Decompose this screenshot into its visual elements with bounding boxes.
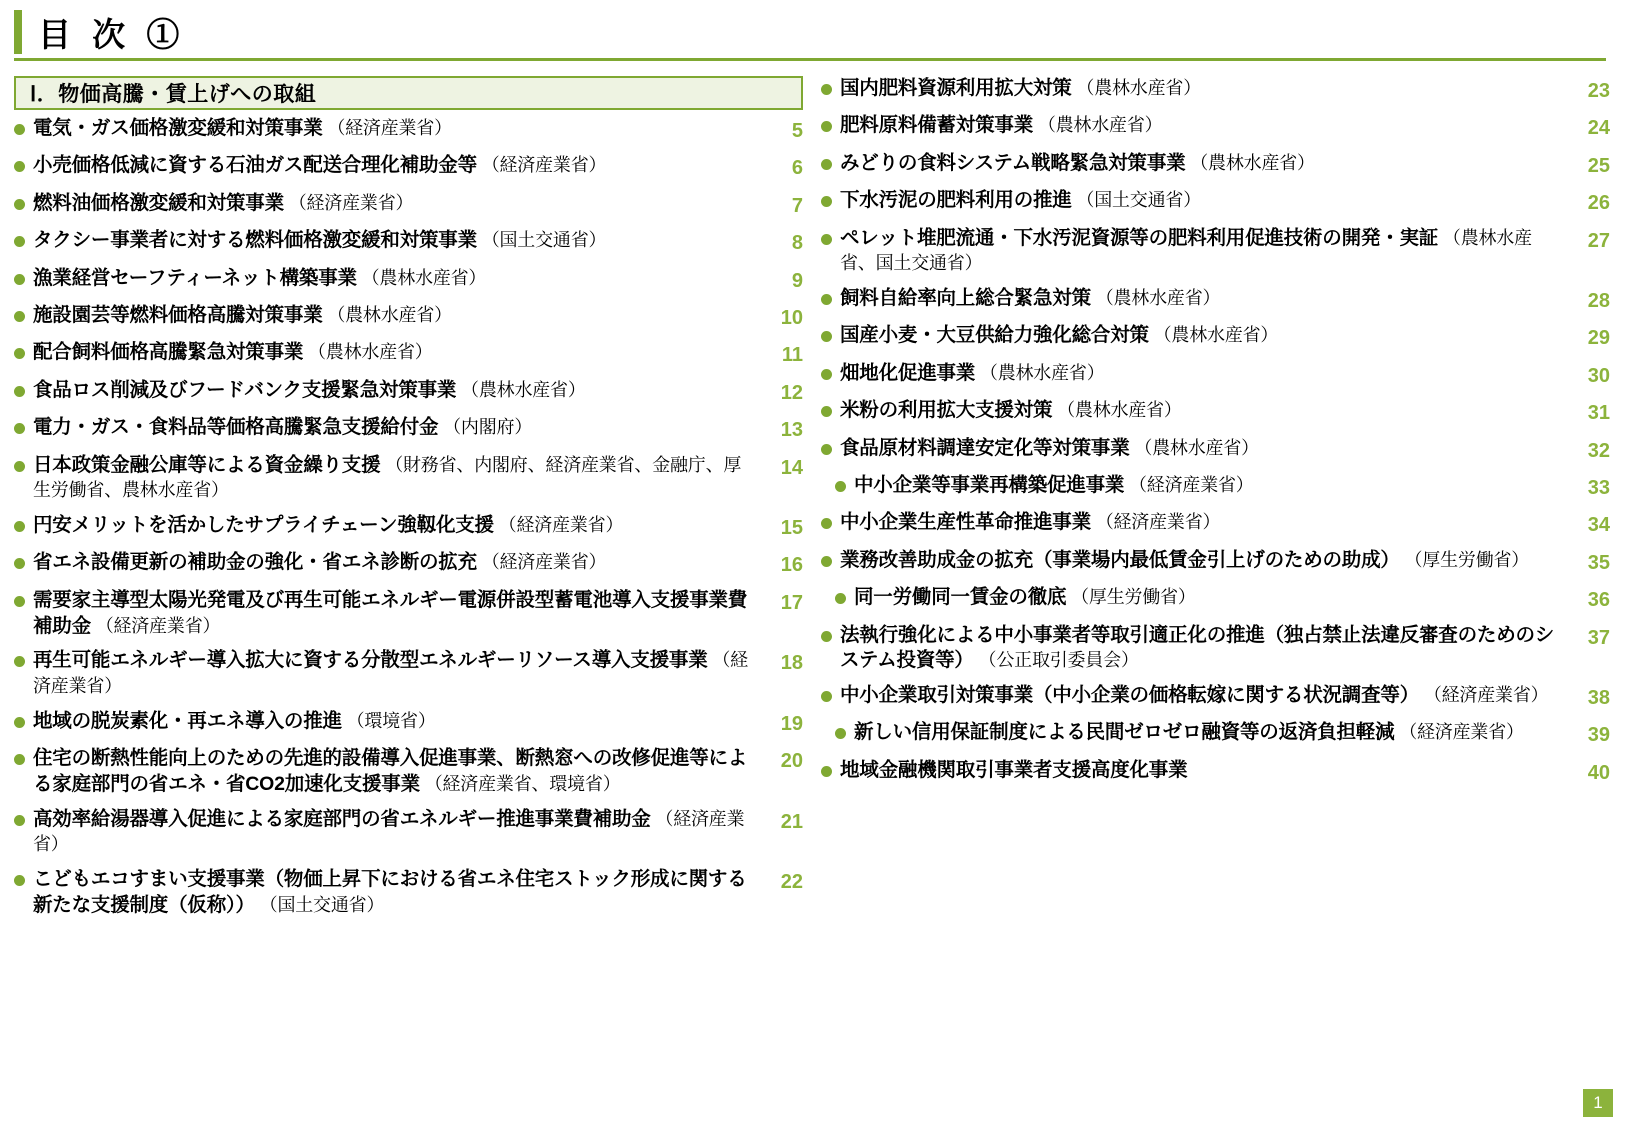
toc-entry[interactable] bbox=[14, 415, 803, 443]
toc-entry-title: 中小企業生産性革命推進事業 （経済産業省） bbox=[840, 511, 1221, 534]
toc-entry[interactable] bbox=[821, 548, 1610, 576]
toc-entry-title: 再生可能エネルギー導入拡大に資する分散型エネルギーリソース導入支援事業 （経済産業省） bbox=[33, 649, 748, 696]
bullet-icon bbox=[14, 423, 25, 434]
toc-entry[interactable] bbox=[821, 151, 1610, 179]
toc-entry-title: 法執行強化による中小事業者等取引適正化の推進（独占禁止法違反審査のためのシステム投資等） （公正取引委員会） bbox=[840, 623, 1555, 672]
toc-entry-page-number: 10 bbox=[780, 306, 803, 329]
toc-entry-title: 中小企業取引対策事業（中小企業の価格転嫁に関する状況調査等） （経済産業省） bbox=[840, 684, 1549, 707]
toc-entry[interactable] bbox=[14, 116, 803, 144]
bullet-icon bbox=[14, 521, 25, 532]
toc-entry-page-number: 16 bbox=[780, 554, 803, 577]
toc-entry-ministry: （財務省、内閣府、経済産業省、金融庁、厚生労働省、農林水産省） bbox=[33, 454, 742, 501]
toc-entry-title: こどもエコすまい支援事業（物価上昇下における省エネ住宅ストック形成に関する新たな支援制度（仮称）） （国土交通省） bbox=[33, 868, 747, 916]
bullet-icon bbox=[14, 199, 25, 210]
toc-entry-ministry: （環境省） bbox=[341, 710, 436, 731]
toc-entry[interactable] bbox=[14, 588, 803, 639]
toc-entry-title: 燃料油価格激変緩和対策事業 （経済産業省） bbox=[33, 191, 414, 214]
bullet-icon bbox=[14, 754, 25, 765]
toc-entry-title: 食品ロス削減及びフードバンク支援緊急対策事業 （農林水産省） bbox=[33, 378, 586, 401]
toc-entry-ministry: （農林水産省） bbox=[1090, 288, 1221, 309]
toc-entry[interactable] bbox=[821, 113, 1610, 141]
toc-entry-page-number: 28 bbox=[1587, 290, 1610, 313]
bullet-icon bbox=[821, 84, 832, 95]
toc-entry[interactable] bbox=[821, 510, 1610, 538]
toc-entry[interactable] bbox=[821, 436, 1610, 464]
toc-entry-ministry: （経済産業省） bbox=[283, 192, 414, 213]
toc-entry[interactable] bbox=[821, 323, 1610, 351]
bullet-icon bbox=[14, 161, 25, 172]
toc-entry-title: 新しい信用保証制度による民間ゼロゼロ融資等の返済負担軽減 （経済産業省） bbox=[854, 721, 1524, 744]
toc-entry[interactable] bbox=[14, 191, 803, 219]
toc-entry[interactable] bbox=[14, 340, 803, 368]
toc-entry-ministry: （厚生労働省） bbox=[1066, 587, 1196, 608]
toc-entry-title: 小売価格低減に資する石油ガス配送合理化補助金等 （経済産業省） bbox=[33, 154, 607, 177]
toc-entry-page-number: 21 bbox=[780, 810, 803, 833]
toc-entry-page-number: 12 bbox=[780, 381, 803, 404]
toc-entry-ministry: （国土交通省） bbox=[254, 894, 385, 915]
toc-entry-ministry: （国土交通省） bbox=[1071, 190, 1202, 211]
toc-entry-ministry: （経済産業省） bbox=[493, 514, 624, 535]
toc-entry-ministry: （経済産業省） bbox=[33, 650, 748, 696]
toc-entry-ministry: （経済産業省） bbox=[476, 552, 607, 573]
toc-entry[interactable] bbox=[821, 758, 1610, 786]
toc-entry-title: 米粉の利用拡大支援対策 （農林水産省） bbox=[840, 399, 1182, 422]
toc-entry[interactable] bbox=[821, 188, 1610, 216]
toc-entry-title: 省エネ設備更新の補助金の強化・省エネ診断の拡充 （経済産業省） bbox=[33, 551, 607, 574]
toc-entry-page-number: 27 bbox=[1587, 229, 1610, 252]
toc-entry-page-number: 17 bbox=[780, 591, 803, 614]
toc-entry[interactable] bbox=[14, 453, 803, 504]
toc-entry-title: ペレット堆肥流通・下水汚泥資源等の肥料利用促進技術の開発・実証 （農林水産省、国土交通省） bbox=[840, 226, 1532, 274]
page-title: 目 次 ① bbox=[38, 15, 186, 53]
bullet-icon bbox=[821, 406, 832, 417]
bullet-icon bbox=[14, 236, 25, 247]
page-number-badge: 1 bbox=[1583, 1089, 1613, 1117]
bullet-icon bbox=[821, 121, 832, 132]
toc-entry[interactable] bbox=[14, 378, 803, 406]
toc-entry-ministry: （経済産業省、環境省） bbox=[419, 773, 621, 794]
toc-entry-ministry: （厚生労働省） bbox=[1399, 549, 1530, 570]
toc-entry-page-number: 35 bbox=[1587, 551, 1610, 574]
toc-entry[interactable] bbox=[821, 473, 1610, 501]
toc-entry-ministry: （内閣府） bbox=[438, 417, 533, 438]
toc-entry-title: 配合飼料価格高騰緊急対策事業 （農林水産省） bbox=[33, 341, 433, 364]
toc-entry-title: 電力・ガス・食料品等価格高騰緊急支援給付金 （内閣府） bbox=[33, 416, 533, 439]
toc-right-column bbox=[821, 76, 1610, 928]
toc-entry[interactable] bbox=[821, 720, 1610, 748]
toc-entry-title: 国内肥料資源利用拡大対策 （農林水産省） bbox=[840, 77, 1202, 99]
toc-entry[interactable] bbox=[14, 513, 803, 541]
toc-entry[interactable] bbox=[821, 683, 1610, 711]
header-accent-bar bbox=[14, 10, 22, 54]
toc-entry-title: 畑地化促進事業 （農林水産省） bbox=[840, 361, 1105, 384]
page-header bbox=[14, 6, 1604, 58]
toc-entry-page-number: 7 bbox=[791, 194, 803, 217]
toc-entry-ministry: （農林水産省） bbox=[1033, 115, 1163, 136]
toc-entry-page-number: 22 bbox=[780, 871, 803, 894]
toc-entry-title: 需要家主導型太陽光発電及び再生可能エネルギー電源併設型蓄電池導入支援事業費補助金 （経済産業省） bbox=[33, 588, 748, 637]
bullet-icon bbox=[14, 875, 25, 886]
toc-entry-page-number: 34 bbox=[1587, 514, 1610, 537]
toc-entry-ministry: （農林水産省、国土交通省） bbox=[840, 227, 1532, 274]
toc-entry-page-number: 32 bbox=[1587, 439, 1610, 462]
bullet-icon bbox=[14, 717, 25, 728]
toc-entry-page-number: 29 bbox=[1587, 327, 1610, 350]
toc-entry-page-number: 31 bbox=[1587, 402, 1610, 425]
toc-entry[interactable] bbox=[14, 867, 803, 918]
toc-entry-title: 下水汚泥の肥料利用の推進 （国土交通省） bbox=[840, 189, 1202, 212]
toc-entry-ministry: （農林水産省） bbox=[322, 304, 452, 325]
toc-entry-ministry: （農林水産省） bbox=[303, 342, 433, 363]
header-divider bbox=[14, 58, 1606, 61]
toc-left-entry-list bbox=[14, 116, 803, 919]
toc-entry-title: 日本政策金融公庫等による資金繰り支援 （財務省、内閣府、経済産業省、金融庁、厚生労働省、農林水産省） bbox=[33, 453, 742, 501]
toc-right-entry-list bbox=[821, 76, 1610, 786]
toc-entry[interactable] bbox=[821, 76, 1610, 104]
toc-entry-ministry: （経済産業省） bbox=[476, 155, 607, 176]
toc-entry-ministry: （経済産業省） bbox=[1124, 474, 1254, 495]
bullet-icon bbox=[821, 556, 832, 567]
toc-entry[interactable] bbox=[821, 226, 1610, 277]
toc-entry-page-number: 33 bbox=[1587, 476, 1610, 499]
toc-entry-title: 住宅の断熱性能向上のための先進的設備導入促進事業、断熱窓への改修促進等による家庭部門の省エネ・省CO2加速化支援事業 （経済産業省、環境省） bbox=[33, 747, 748, 795]
bullet-icon bbox=[821, 691, 832, 702]
toc-entry-title: 施設園芸等燃料価格高騰対策事業 （農林水産省） bbox=[33, 303, 452, 326]
bullet-icon bbox=[835, 481, 846, 492]
toc-entry-title: 地域金融機関取引事業者支援高度化事業 bbox=[840, 758, 1188, 781]
toc-entry-ministry: （農林水産省） bbox=[356, 267, 487, 288]
bullet-icon bbox=[821, 294, 832, 305]
toc-entry-page-number: 13 bbox=[780, 419, 803, 442]
bullet-icon bbox=[14, 274, 25, 285]
bullet-icon bbox=[821, 766, 832, 777]
bullet-icon bbox=[14, 461, 25, 472]
toc-entry-title: 同一労働同一賃金の徹底 （厚生労働省） bbox=[854, 586, 1196, 609]
bullet-icon bbox=[14, 656, 25, 667]
bullet-icon bbox=[821, 444, 832, 455]
bullet-icon bbox=[835, 728, 846, 739]
bullet-icon bbox=[821, 369, 832, 380]
bullet-icon bbox=[14, 124, 25, 135]
toc-entry-ministry: （経済産業省） bbox=[33, 808, 745, 855]
toc-entry-title: 電気・ガス価格激変緩和対策事業 （経済産業省） bbox=[33, 117, 452, 139]
toc-entry-page-number: 8 bbox=[791, 232, 803, 255]
toc-entry-page-number: 37 bbox=[1587, 626, 1610, 649]
toc-entry-title: 高効率給湯器導入促進による家庭部門の省エネルギー推進事業費補助金 （経済産業省） bbox=[33, 807, 745, 855]
toc-entry[interactable] bbox=[14, 228, 803, 256]
toc-entry-ministry: （経済産業省） bbox=[1419, 685, 1549, 706]
toc-entry-ministry: （公正取引委員会） bbox=[973, 650, 1139, 671]
toc-entry-page-number: 39 bbox=[1587, 724, 1610, 747]
toc-entry[interactable] bbox=[14, 266, 803, 294]
toc-columns bbox=[14, 76, 1610, 928]
bullet-icon bbox=[821, 518, 832, 529]
toc-entry[interactable] bbox=[821, 623, 1610, 674]
bullet-icon bbox=[14, 815, 25, 826]
toc-entry-page-number: 30 bbox=[1587, 364, 1610, 387]
toc-entry-title: 中小企業等事業再構築促進事業 （経済産業省） bbox=[854, 473, 1254, 496]
toc-entry-title: 飼料自給率向上総合緊急対策 （農林水産省） bbox=[840, 287, 1221, 310]
toc-entry[interactable] bbox=[821, 286, 1610, 314]
bullet-icon bbox=[821, 234, 832, 245]
bullet-icon bbox=[14, 311, 25, 322]
toc-entry[interactable] bbox=[14, 746, 803, 797]
toc-entry-page-number: 20 bbox=[780, 750, 803, 773]
toc-entry-ministry: （農林水産省） bbox=[1148, 325, 1279, 346]
toc-entry-page-number: 36 bbox=[1587, 589, 1610, 612]
toc-entry-page-number: 40 bbox=[1587, 761, 1610, 784]
toc-entry-page-number: 15 bbox=[780, 516, 803, 539]
toc-entry-title: 肥料原料備蓄対策事業 （農林水産省） bbox=[840, 114, 1163, 137]
toc-entry-ministry: （農林水産省） bbox=[1129, 437, 1259, 458]
toc-entry-ministry: （国土交通省） bbox=[476, 230, 607, 251]
toc-left-column bbox=[14, 76, 803, 928]
bullet-icon bbox=[821, 159, 832, 170]
toc-entry-ministry: （農林水産省） bbox=[1071, 78, 1202, 98]
toc-entry-page-number: 14 bbox=[780, 456, 803, 479]
toc-entry-page-number: 11 bbox=[781, 344, 803, 367]
section-title-1: Ⅰ．物価高騰・賃上げへの取組 bbox=[14, 76, 803, 110]
toc-entry[interactable] bbox=[14, 709, 803, 737]
toc-entry-page-number: 9 bbox=[791, 269, 803, 292]
toc-entry-ministry: （経済産業省） bbox=[322, 118, 452, 138]
toc-entry[interactable] bbox=[821, 398, 1610, 426]
toc-entry[interactable] bbox=[14, 550, 803, 578]
bullet-icon bbox=[821, 631, 832, 642]
toc-entry-page-number: 6 bbox=[791, 157, 803, 180]
toc-entry-page-number: 26 bbox=[1587, 192, 1610, 215]
toc-entry-page-number: 25 bbox=[1587, 154, 1610, 177]
bullet-icon bbox=[821, 196, 832, 207]
bullet-icon bbox=[821, 331, 832, 342]
toc-entry-page-number: 5 bbox=[791, 120, 803, 142]
toc-entry-ministry: （経済産業省） bbox=[1394, 722, 1524, 743]
toc-entry-title: 漁業経営セーフティーネット構築事業 （農林水産省） bbox=[33, 266, 487, 289]
bullet-icon bbox=[14, 386, 25, 397]
toc-entry-ministry: （経済産業省） bbox=[90, 615, 221, 636]
bullet-icon bbox=[14, 596, 25, 607]
toc-entry[interactable] bbox=[14, 807, 803, 858]
toc-entry-page-number: 38 bbox=[1587, 687, 1610, 710]
toc-entry-page-number: 23 bbox=[1587, 80, 1610, 102]
toc-entry[interactable] bbox=[14, 153, 803, 181]
toc-entry-title: みどりの食料システム戦略緊急対策事業 （農林水産省） bbox=[840, 151, 1315, 174]
toc-entry[interactable] bbox=[14, 303, 803, 331]
toc-entry-page-number: 24 bbox=[1587, 117, 1610, 140]
bullet-icon bbox=[14, 558, 25, 569]
bullet-icon bbox=[835, 593, 846, 604]
toc-entry-title: タクシー事業者に対する燃料価格激変緩和対策事業 （国土交通省） bbox=[33, 229, 607, 252]
toc-entry-title: 食品原材料調達安定化等対策事業 （農林水産省） bbox=[840, 436, 1259, 459]
toc-entry-title: 円安メリットを活かしたサプライチェーン強靱化支援 （経済産業省） bbox=[33, 513, 624, 536]
toc-entry-ministry: （農林水産省） bbox=[975, 362, 1105, 383]
bullet-icon bbox=[14, 348, 25, 359]
toc-entry-ministry: （農林水産省） bbox=[456, 379, 586, 400]
toc-entry[interactable] bbox=[821, 585, 1610, 613]
toc-entry-ministry: （経済産業省） bbox=[1090, 512, 1221, 533]
toc-entry-title: 地域の脱炭素化・再エネ導入の推進 （環境省） bbox=[33, 709, 436, 732]
toc-entry-ministry: （農林水産省） bbox=[1185, 152, 1315, 173]
toc-entry[interactable] bbox=[14, 648, 803, 699]
toc-entry-title: 業務改善助成金の拡充（事業場内最低賃金引上げのための助成） （厚生労働省） bbox=[840, 548, 1530, 571]
toc-entry-page-number: 19 bbox=[780, 712, 803, 735]
toc-entry-ministry: （農林水産省） bbox=[1052, 400, 1182, 421]
toc-entry-page-number: 18 bbox=[780, 652, 803, 675]
toc-entry[interactable] bbox=[821, 361, 1610, 389]
toc-entry-title: 国産小麦・大豆供給力強化総合対策 （農林水産省） bbox=[840, 324, 1279, 347]
